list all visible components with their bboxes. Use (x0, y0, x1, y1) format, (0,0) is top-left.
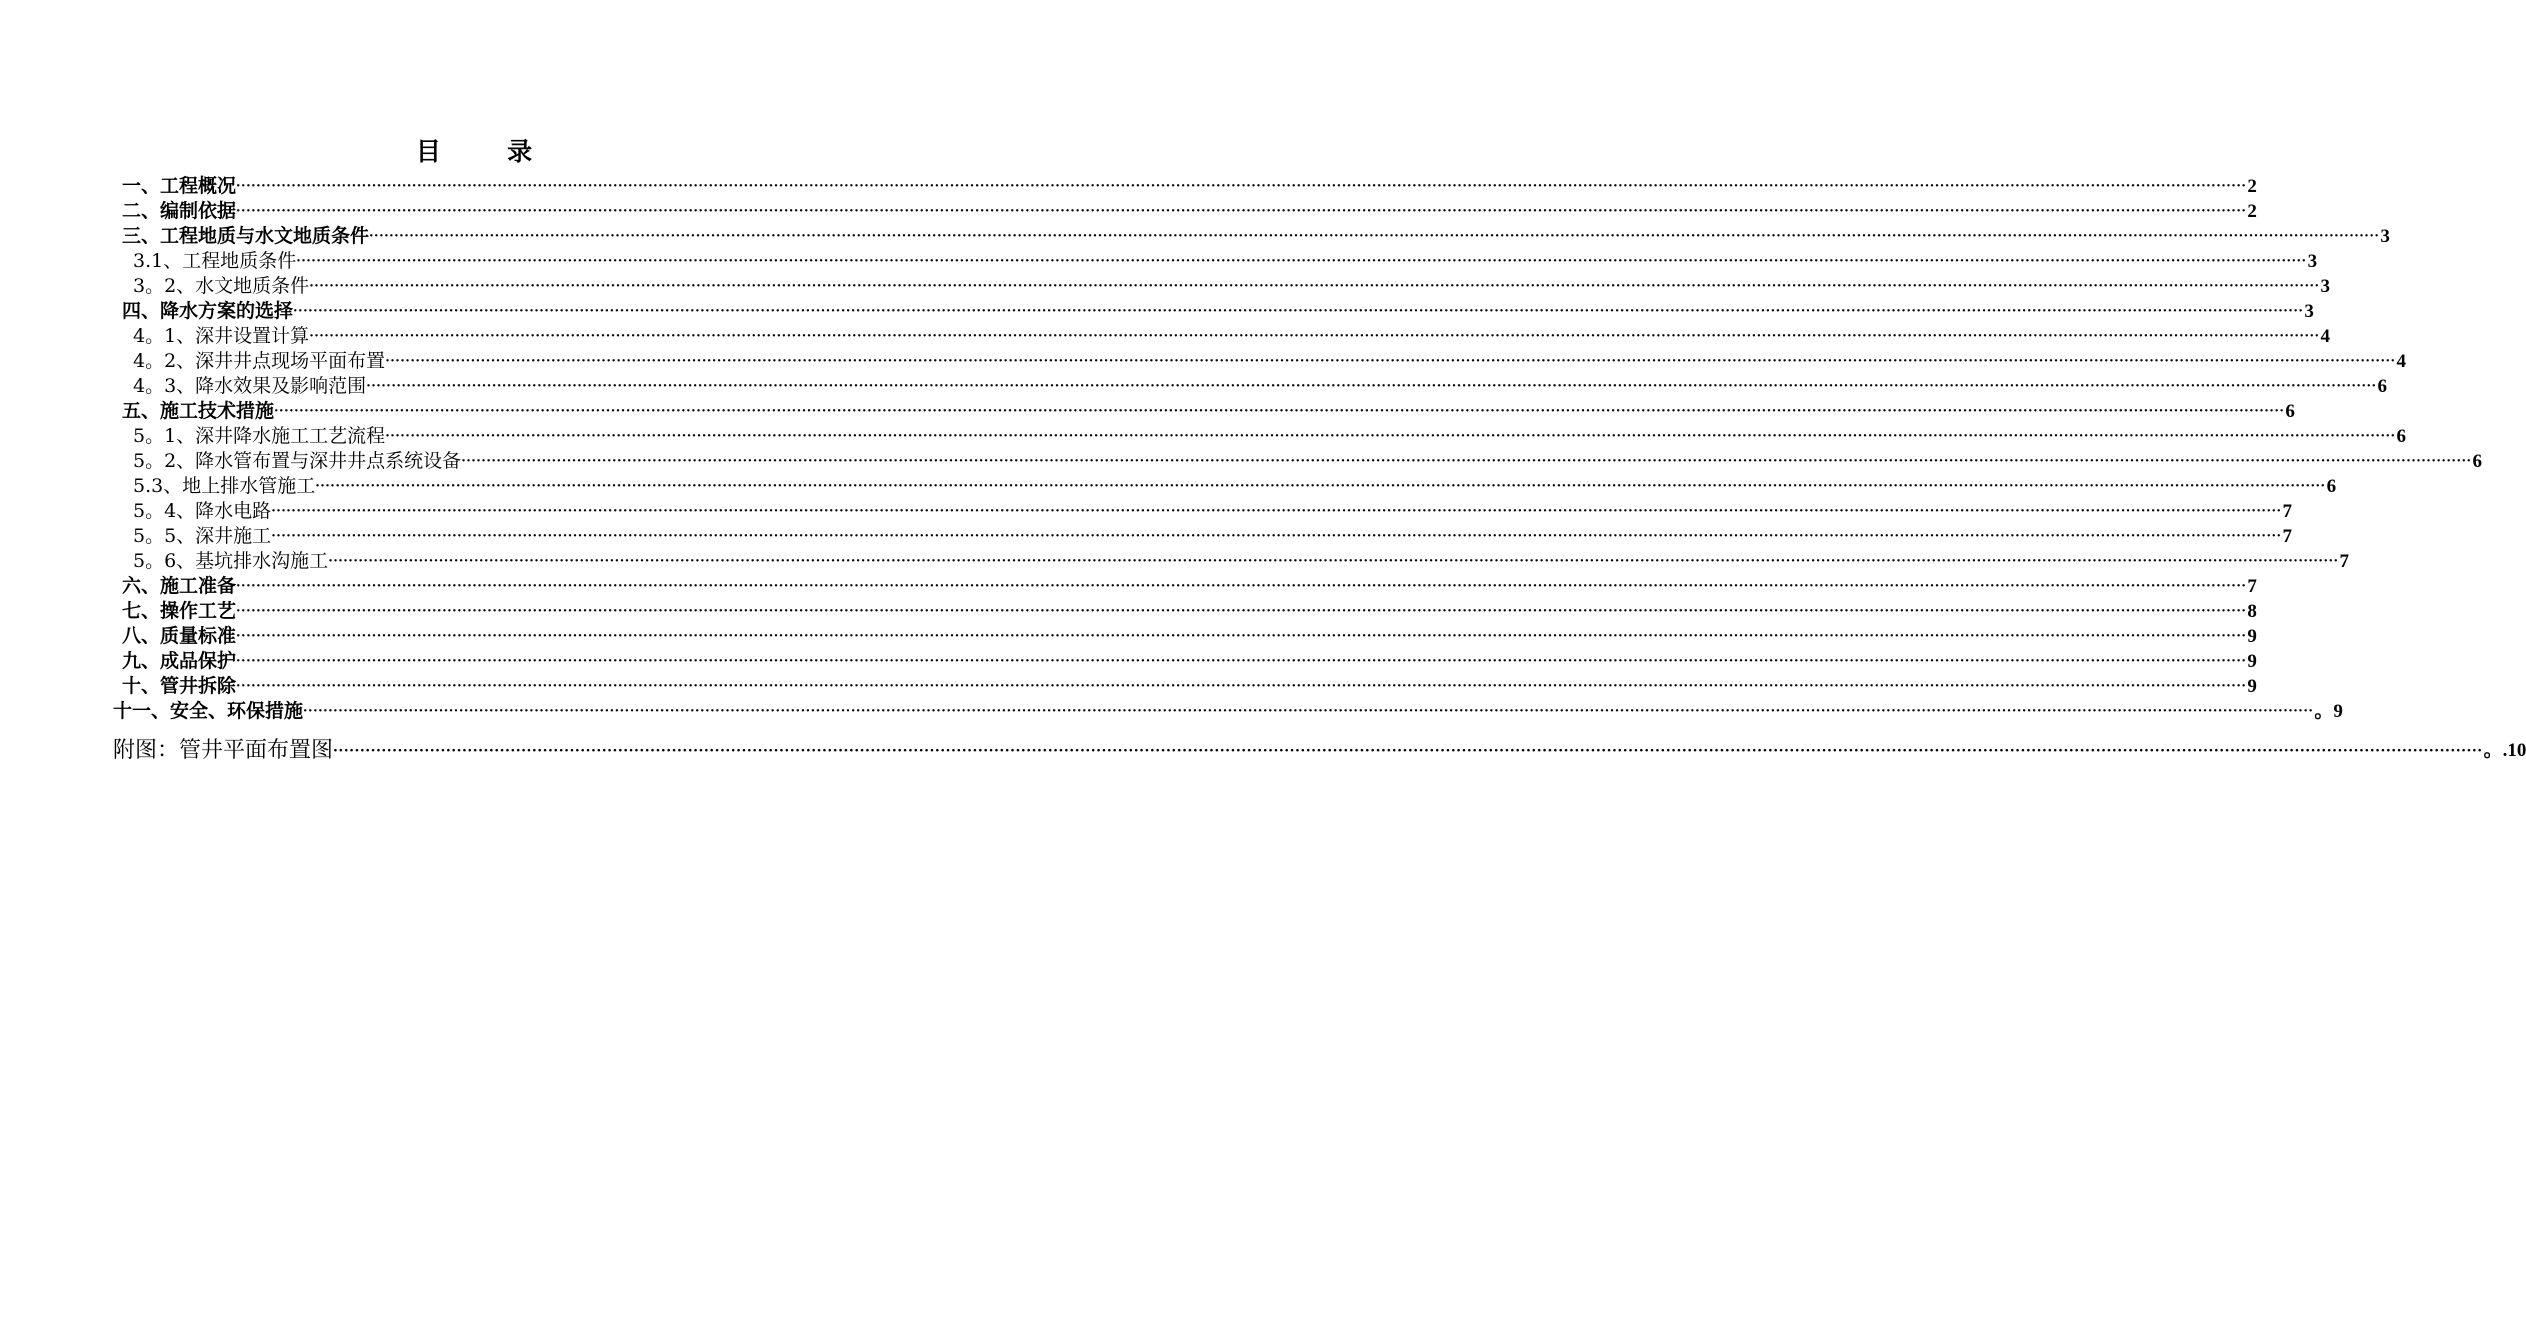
toc-entry-page-number: 2 (2247, 201, 2257, 222)
toc-entry[interactable] (122, 599, 2257, 624)
toc-dot-leader: ················································································································································································································································································································································································································ (236, 604, 2247, 619)
toc-entry-label: 附图：管井平面布置图 (113, 738, 334, 763)
toc-entry[interactable] (133, 499, 2293, 524)
toc-entry[interactable] (113, 699, 2343, 724)
toc-entry[interactable] (122, 174, 2257, 199)
toc-entry[interactable] (133, 349, 2407, 374)
toc-title: 目 录 (415, 137, 535, 166)
toc-entry-label: 3。2、水文地质条件 (133, 275, 310, 297)
toc-entry-page-number: 9 (2247, 626, 2257, 647)
toc-entry[interactable] (122, 574, 2257, 599)
toc-dot-leader: ················································································································································································································································································································································································································ (315, 479, 2326, 494)
toc-dot-leader: ················································································································································································································································································································································································································ (236, 579, 2247, 594)
toc-dot-leader: ················································································································································································································································································································································································································ (309, 329, 2320, 344)
toc-entry-page-number: 9 (2247, 676, 2257, 697)
toc-entry-label: 十、管井拆除 (122, 675, 237, 697)
toc-entry-page-number: 7 (2339, 551, 2350, 572)
toc-entry-page-number: 4 (2320, 326, 2331, 347)
toc-entry-label: 九、成品保护 (122, 650, 237, 672)
toc-dot-leader: ················································································································································································································································································································································································································ (366, 379, 2377, 394)
toc-dot-leader: ················································································································································································································································································································································································································ (274, 404, 2285, 419)
toc-entry-page-number: 。9 (2314, 701, 2343, 722)
toc-entry[interactable] (133, 324, 2331, 349)
toc-appendix-entry[interactable] (113, 736, 2526, 766)
toc-entry-page-number: 6 (2396, 426, 2407, 447)
toc-entry[interactable] (133, 549, 2350, 574)
toc-entry-label: 4。2、深井井点现场平面布置 (133, 350, 386, 372)
toc-entry-label: 5。1、深井降水施工工艺流程 (133, 425, 386, 447)
toc-dot-leader: ················································································································································································································································································································································································································ (333, 743, 2483, 759)
toc-entry[interactable] (122, 674, 2257, 699)
toc-entry-page-number: 7 (2282, 501, 2293, 522)
toc-entry[interactable] (133, 424, 2407, 449)
toc-dot-leader: ················································································································································································································································································································································································································ (309, 279, 2320, 294)
toc-dot-leader: ················································································································································································································································································································································································································ (369, 229, 2380, 244)
toc-dot-leader: ················································································································································································································································································································································································································ (271, 504, 2282, 519)
toc-entry-label: 三、工程地质与水文地质条件 (122, 225, 370, 247)
toc-entry[interactable] (133, 249, 2318, 274)
toc-dot-leader: ················································································································································································································································································································································································································ (236, 629, 2247, 644)
toc-entry-page-number: 7 (2247, 576, 2257, 597)
toc-entry-page-number: 3 (2380, 226, 2390, 247)
toc-entry-label: 5。6、基坑排水沟施工 (133, 550, 329, 572)
toc-entry[interactable] (122, 224, 2390, 249)
toc-dot-leader: ················································································································································································································································································································································································································ (271, 529, 2282, 544)
toc-entry[interactable] (133, 474, 2337, 499)
toc-entry[interactable] (133, 374, 2388, 399)
toc-entry[interactable] (122, 624, 2257, 649)
toc-dot-leader: ················································································································································································································································································································································································································ (236, 204, 2247, 219)
toc-entry-page-number: 7 (2282, 526, 2293, 547)
toc-entry-page-number: 。.10 (2483, 740, 2526, 761)
toc-entry-label: 八、质量标准 (122, 625, 237, 647)
toc-entry-label: 4。3、降水效果及影响范围 (133, 375, 367, 397)
toc-dot-leader: ················································································································································································································································································································································································································ (385, 354, 2396, 369)
toc-entry-page-number: 4 (2396, 351, 2407, 372)
toc-entry-page-number: 8 (2247, 601, 2257, 622)
toc-dot-leader: ················································································································································································································································································································································································································ (296, 254, 2307, 269)
toc-entry[interactable] (122, 649, 2257, 674)
toc-entry[interactable] (133, 274, 2331, 299)
toc-entry-label: 一、工程概况 (122, 175, 237, 197)
toc-dot-leader: ················································································································································································································································································································································································································ (236, 179, 2247, 194)
toc-entry-page-number: 2 (2247, 176, 2257, 197)
toc-entry[interactable] (122, 199, 2257, 224)
toc-entry-label: 3.1、工程地质条件 (133, 250, 297, 272)
toc-entry-page-number: 3 (2320, 276, 2331, 297)
toc-entry[interactable] (133, 449, 2483, 474)
toc-entry-label: 二、编制依据 (122, 200, 237, 222)
toc-entry-page-number: 6 (2472, 451, 2483, 472)
toc-entry-label: 七、操作工艺 (122, 600, 237, 622)
toc-entry-page-number: 6 (2285, 401, 2295, 422)
toc-entry-page-number: 3 (2304, 301, 2314, 322)
toc-entry[interactable] (122, 399, 2295, 424)
toc-dot-leader: ················································································································································································································································································································································································································ (236, 679, 2247, 694)
toc-entry-label: 5。4、降水电路 (133, 500, 272, 522)
toc-dot-leader: ················································································································································································································································································································································································································ (385, 429, 2396, 444)
toc-dot-leader: ················································································································································································································································································································································································································ (303, 704, 2314, 719)
toc-dot-leader: ················································································································································································································································································································································································································ (236, 654, 2247, 669)
toc-entry-label: 四、降水方案的选择 (122, 300, 294, 322)
toc-entry[interactable] (122, 299, 2314, 324)
toc-dot-leader: ················································································································································································································································································································································································································ (293, 304, 2304, 319)
toc-entry-label: 十一、安全、环保措施 (113, 700, 304, 722)
toc-entry[interactable] (133, 524, 2293, 549)
toc-dot-leader: ················································································································································································································································································································································································································ (328, 554, 2339, 569)
toc-entry-label: 六、施工准备 (122, 575, 237, 597)
toc-entry-page-number: 6 (2377, 376, 2388, 397)
toc-dot-leader: ················································································································································································································································································································································································································ (461, 454, 2472, 469)
toc-entry-page-number: 3 (2307, 251, 2318, 272)
toc-entry-label: 5。5、深井施工 (133, 525, 272, 547)
toc-entry-label: 5。2、降水管布置与深井井点系统设备 (133, 450, 462, 472)
toc-entry-label: 五、施工技术措施 (122, 400, 275, 422)
toc-entry-page-number: 9 (2247, 651, 2257, 672)
toc-entry-label: 5.3、地上排水管施工 (133, 475, 316, 497)
toc-entry-page-number: 6 (2326, 476, 2337, 497)
toc-list (0, 174, 2526, 766)
toc-entry-label: 4。1、深井设置计算 (133, 325, 310, 347)
